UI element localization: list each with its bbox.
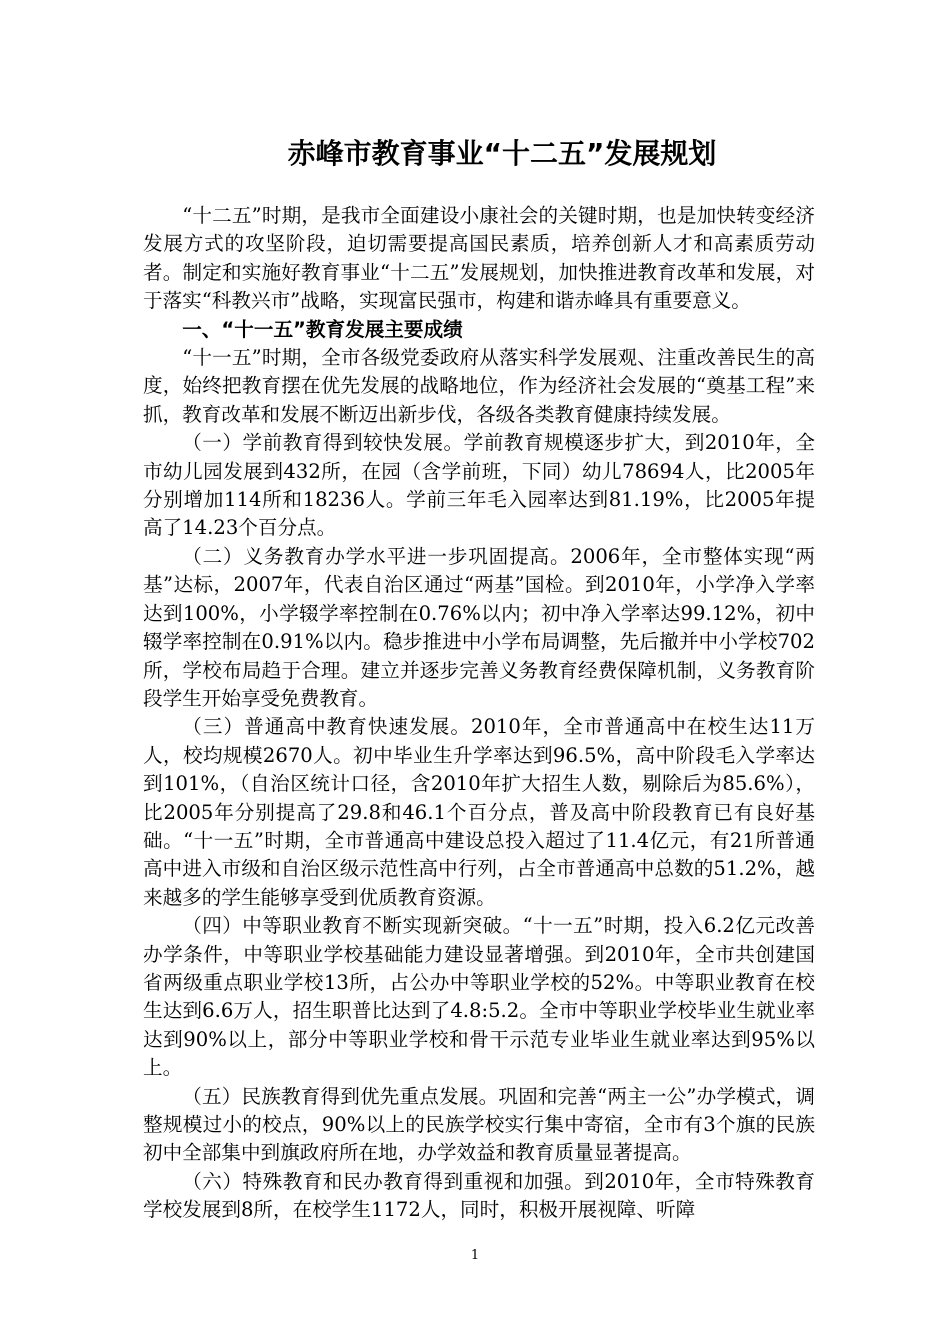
document-body xyxy=(143,202,815,1225)
section-heading: 一、“十一五”教育发展主要成绩 xyxy=(182,317,463,341)
item-paragraph-1: （一）学前教育得到较快发展。学前教育规模逐步扩大，到2010年，全市幼儿园发展到432所，在园（含学前班，下同）幼儿78694人，比2005年分别增加114所和18236人。学前三年毛入园率达到81.19%，比2005年提高了14.23个百分点。 xyxy=(143,431,815,540)
item-paragraph-2: （二）义务教育办学水平进一步巩固提高。2006年，全市整体实现“两基”达标，2007年，代表自治区通过“两基”国检。到2010年，小学净入学率达到100%，小学辍学率控制在0.76%以内；初中净入学率达99.12%，初中辍学率控制在0.91%以内。稳步推进中小学布局调整，先后撤并中小学校702所，学校布局趋于合理。建立并逐步完善义务教育经费保障机制，义务教育阶段学生开始享受免费教育。 xyxy=(143,544,815,710)
item-paragraph-3: （三）普通高中教育快速发展。2010年，全市普通高中在校生达11万人，校均规模2670人。初中毕业生升学率达到96.5%，高中阶段毛入学率达到101%，（自治区统计口径，含2010年扩大招生人数，剔除后为85.6%），比2005年分别提高了29.8和46.1个百分点，普及高中阶段教育已有良好基础。“十一五”时期，全市普通高中建设总投入超过了11.4亿元，有21所普通高中进入市级和自治区级示范性高中行列，占全市普通高中总数的51.2%，越来越多的学生能够享受到优质教育资源。 xyxy=(143,715,815,909)
document-title: 赤峰市教育事业“十二五”发展规划 xyxy=(287,137,717,170)
item-paragraph-6: （六）特殊教育和民办教育得到重视和加强。到2010年，全市特殊教育学校发展到8所，在校学生1172人，同时，积极开展视障、听障 xyxy=(143,1169,815,1222)
section-intro-paragraph: “十一五”时期，全市各级党委政府从落实科学发展观、注重改善民生的高度，始终把教育摆在优先发展的战略地位，作为经济社会发展的“奠基工程”来抓，教育改革和发展不断迈出新步伐，各级各类教育健康持续发展。 xyxy=(143,346,815,426)
page-number: 1 xyxy=(470,1248,480,1263)
item-paragraph-5: （五）民族教育得到优先重点发展。巩固和完善“两主一公”办学模式，调整规模过小的校点，90%以上的民族学校实行集中寄宿，全市有3个旗的民族初中全部集中到旗政府所在地，办学效益和教育质量显著提高。 xyxy=(143,1084,815,1165)
item-paragraph-4: （四）中等职业教育不断实现新突破。“十一五”时期，投入6.2亿元改善办学条件，中等职业学校基础能力建设显著增强。到2010年，全市共创建国省两级重点职业学校13所，占公办中等职业学校的52%。中等职业教育在校生达到6.6万人，招生职普比达到了4.8:5.2。全市中等职业学校毕业生就业率达到90%以上，部分中等职业学校和骨干示范专业毕业生就业率达到95%以上。 xyxy=(143,914,815,1080)
intro-paragraph: “十二五”时期，是我市全面建设小康社会的关键时期，也是加快转变经济发展方式的攻坚阶段，迫切需要提高国民素质，培养创新人才和高素质劳动者。制定和实施好教育事业“十二五”发展规划，加快推进教育改革和发展，对于落实“科教兴市”战略，实现富民强市，构建和谐赤峰具有重要意义。 xyxy=(143,204,815,313)
